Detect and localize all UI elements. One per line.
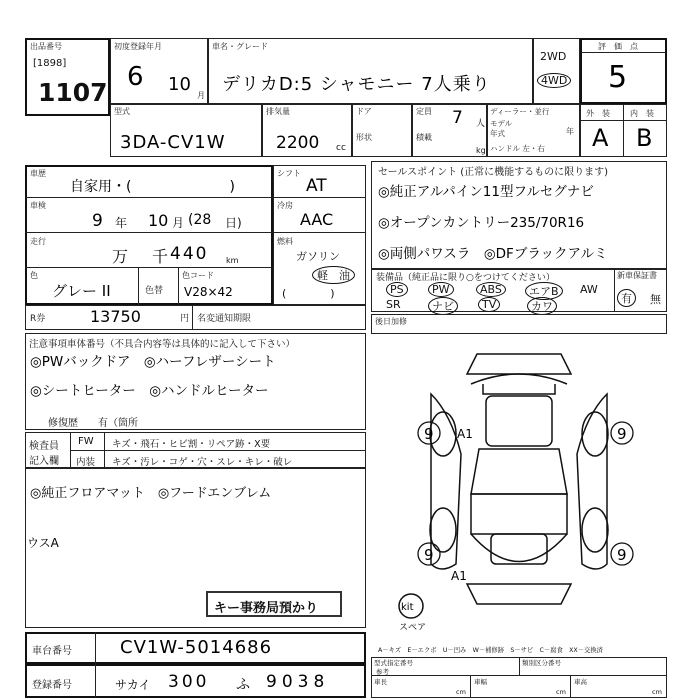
rating-value: 5 — [608, 60, 628, 95]
free-line-1: ◎純正フロアマット ◎フードエンブレム — [30, 486, 272, 501]
drive-2wd: 2WD — [540, 50, 567, 63]
recycle-unit: 円 — [180, 314, 190, 324]
mileage-label: 走行 — [30, 237, 46, 246]
dealer-label: ディーラー・並行 — [490, 107, 550, 116]
equip-ps: PS — [386, 282, 408, 297]
drive-box — [533, 38, 580, 104]
recycle-label: R券 — [30, 314, 46, 324]
key-stamp — [206, 591, 342, 617]
inspection-day-unit: 日) — [225, 216, 242, 230]
chassis-label: 車台番号 — [32, 646, 72, 657]
shift-label: シフト — [277, 169, 301, 178]
equip-airbag: エアB — [525, 282, 563, 300]
mark-fl-code: A1 — [457, 427, 473, 441]
selling-point-1: ◎純正アルパイン11型フルセグナビ — [378, 184, 594, 200]
plate-class: 300 — [168, 672, 210, 692]
interior-value: B — [636, 124, 653, 152]
mileage-unit: km — [226, 256, 239, 265]
inspection-month-unit: 月 — [172, 216, 185, 230]
bottom-f4: 車長 — [374, 678, 387, 686]
lot-sub: [1898] — [33, 58, 67, 69]
color-label: 色 — [30, 271, 38, 280]
bottom-f6: 車高 — [574, 678, 587, 686]
spare-label: スペア — [399, 623, 427, 630]
inspector-fw: FW — [78, 436, 94, 447]
selling-point-3: ◎両側パワスラ ◎DFブラックアルミ — [378, 246, 608, 262]
capacity-label: 定員 — [416, 107, 432, 116]
bottom-cm1: cm — [456, 688, 466, 696]
mark-rl-code: A1 — [451, 569, 467, 583]
displacement-label: 排気量 — [266, 107, 290, 116]
fuel-other: ( ) — [282, 287, 335, 300]
selling-points-label: セールスポイント (正常に機能するものに限ります) — [378, 167, 609, 178]
lot-label: 出品番号 — [30, 42, 62, 51]
bottom-f1: 型式指定番号 — [374, 659, 413, 667]
bottom-cm2: cm — [556, 688, 566, 696]
inspection-day: (28 — [188, 212, 212, 228]
chassis-value: CV1W-5014686 — [120, 637, 273, 658]
fuel-label: 燃料 — [277, 237, 293, 246]
key-stamp-text: キー事務局預かり — [214, 601, 319, 616]
inspector-label-2: 記入欄 — [29, 456, 59, 467]
warranty-yes: 有 — [617, 289, 636, 307]
damage-legend: A－キズ E－エクボ U－凹み W－補修跡 S－サビ C－腐食 XX－交換済 — [378, 647, 603, 654]
equip-navi: ナビ — [428, 297, 458, 315]
inspector-interior-codes: キズ・汚レ・コゲ・穴・スレ・キレ・破レ — [112, 457, 293, 468]
model-name: デリカD:5 シャモニー 7人乗り — [222, 74, 491, 95]
capacity-value: 7 — [452, 108, 463, 128]
first-reg-month: 10 — [168, 74, 191, 95]
mileage-value: 440 — [170, 244, 209, 264]
equip-pw: PW — [428, 282, 454, 297]
mark-fl: 9 — [424, 425, 434, 443]
model-name-label: 車名・グレード — [212, 42, 268, 51]
load-label: 積載 — [416, 133, 432, 142]
exterior-label: 外 装 — [586, 109, 610, 118]
handle-label: ハンドル 左・右 — [490, 144, 545, 153]
notes-line-2: ◎シートヒーター ◎ハンドルヒーター — [30, 383, 269, 399]
notice-label: 名変通知期限 — [197, 314, 252, 324]
type-label: 型式 — [114, 107, 130, 116]
inspection-month: 10 — [148, 211, 169, 230]
month-unit: 月 — [197, 91, 205, 100]
inspection-label: 車検 — [30, 201, 46, 210]
shape-label: 形状 — [356, 133, 372, 142]
notes-label: 注意事項車体番号（不具合内容等は具体的に記入して下さい） — [29, 339, 296, 350]
inspector-interior: 内装 — [76, 457, 96, 468]
color-code-value: V28×42 — [184, 285, 233, 299]
usage-label: 車歴 — [30, 169, 46, 178]
warranty-no: 無 — [650, 293, 661, 306]
model-year-label: モデル — [490, 119, 513, 128]
rating-label: 評 価 点 — [598, 42, 638, 51]
notes-line-1: ◎PWバックドア ◎ハーフレザーシート — [30, 354, 276, 370]
color-value: グレー II — [52, 282, 111, 300]
bottom-f5: 車幅 — [474, 678, 487, 686]
first-reg-label: 初度登録年月 — [114, 42, 162, 51]
door-label: ドア — [356, 107, 372, 116]
displacement-value: 2200 — [276, 133, 320, 153]
free-line-2: ウスA — [27, 536, 59, 550]
back-label: 後日加修 — [375, 317, 407, 326]
inspection-year: 9 — [92, 211, 103, 231]
equip-abs: ABS — [476, 282, 506, 297]
mark-rl: 9 — [424, 546, 434, 564]
inspector-fw-codes: キズ・飛石・ヒビ割・リペア跡・X要 — [112, 439, 271, 450]
color-code-label: 色コード — [182, 271, 214, 280]
kit-label: kit — [401, 602, 414, 613]
year-unit: 年 — [566, 127, 574, 136]
interior-label: 内 装 — [630, 109, 654, 118]
ac-label: 冷房 — [277, 201, 293, 210]
fuel-diesel: 軽 油 — [312, 266, 355, 284]
equip-tv: TV — [478, 297, 500, 312]
inspection-year-unit: 年 — [115, 216, 128, 230]
capacity-unit: 人 — [476, 119, 486, 129]
load-unit: kg — [476, 146, 486, 155]
exterior-value: A — [592, 124, 609, 152]
inspector-label-1: 検査員 — [29, 441, 59, 452]
model-year-label2: 年式 — [490, 129, 505, 138]
equip-aw: AW — [580, 283, 598, 296]
plate-region: サカイ — [115, 678, 151, 692]
selling-point-2: ◎オープンカントリー235/70R16 — [378, 215, 585, 231]
plate-label: 登録番号 — [32, 680, 72, 691]
new-vehicle-label: 新車保証書 — [617, 271, 657, 280]
plate-kana: ふ — [236, 677, 250, 693]
equipment-label: 装備品（純正品に限り○をつけてください） — [376, 273, 555, 283]
recycle-box — [25, 305, 366, 330]
bottom-f2: 類別区分番号 — [522, 659, 561, 667]
color-change-label: 色替 — [145, 286, 164, 296]
mileage-sen: 千 — [152, 247, 169, 266]
mark-fr: 9 — [617, 425, 627, 443]
fuel-value: ガソリン — [296, 250, 340, 263]
ac-value: AAC — [300, 210, 334, 229]
mileage-man: 万 — [112, 247, 129, 266]
bottom-cm3: cm — [652, 688, 662, 696]
usage-value: 自家用・( ) — [70, 179, 235, 195]
recycle-value: 13750 — [90, 307, 141, 326]
car-damage-diagram — [371, 334, 667, 630]
equip-sr: SR — [386, 298, 401, 311]
repair-history: 修復歴 有（箇所 — [48, 418, 138, 429]
drive-4wd: 4WD — [537, 73, 571, 88]
mark-rr: 9 — [617, 546, 627, 564]
plate-number: 9038 — [266, 672, 330, 692]
type-value: 3DA-CV1W — [120, 132, 226, 153]
lot-number: 1107 — [38, 78, 108, 107]
equip-leather: カワ — [527, 297, 557, 315]
displacement-unit: cc — [336, 143, 346, 153]
back-box — [371, 314, 667, 334]
first-reg-year: 6 — [127, 62, 144, 92]
bottom-f3a: 参考 — [376, 668, 389, 676]
shift-value: AT — [306, 176, 327, 196]
